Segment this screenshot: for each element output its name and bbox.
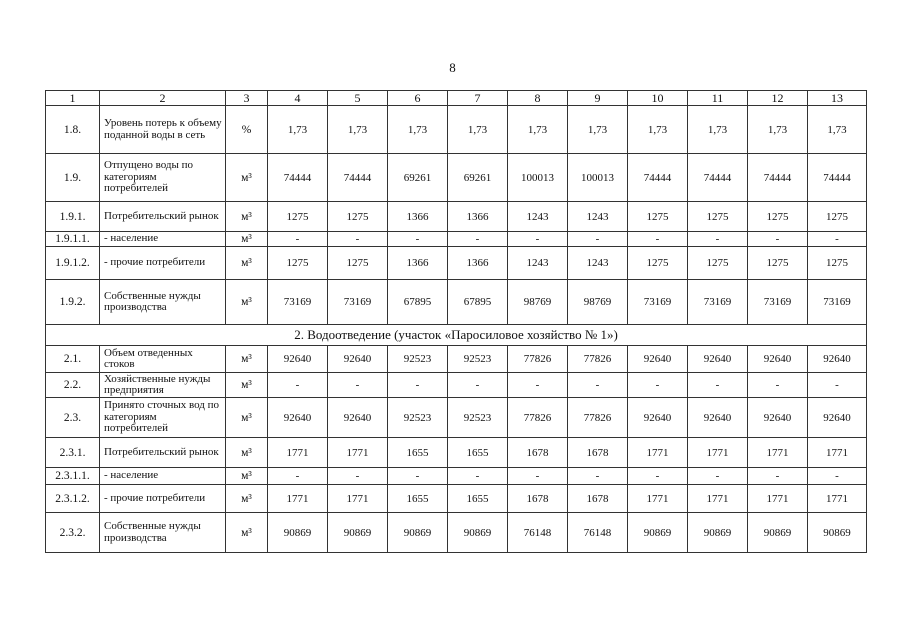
value-cell: 1678 — [508, 438, 568, 468]
value-cell: - — [448, 373, 508, 398]
value-cell: 92640 — [748, 398, 808, 438]
row-number: 2.1. — [46, 346, 100, 373]
value-cell: 92640 — [808, 346, 867, 373]
value-cell: 1655 — [448, 485, 508, 513]
value-cell: 92523 — [448, 346, 508, 373]
value-cell: 1243 — [568, 202, 628, 232]
value-cell: - — [568, 232, 628, 247]
row-number: 2.3.1.1. — [46, 468, 100, 485]
value-cell: 1771 — [628, 485, 688, 513]
row-number: 1.8. — [46, 106, 100, 154]
row-number: 1.9.1. — [46, 202, 100, 232]
value-cell: 1366 — [388, 202, 448, 232]
value-cell: 1678 — [508, 485, 568, 513]
value-cell: 90869 — [268, 513, 328, 553]
value-cell: - — [748, 232, 808, 247]
value-cell: 92640 — [748, 346, 808, 373]
value-cell: 92640 — [268, 398, 328, 438]
row-number: 1.9. — [46, 154, 100, 202]
value-cell: 1275 — [688, 247, 748, 280]
header-cell: 1 — [46, 91, 100, 106]
value-cell: 1771 — [808, 438, 867, 468]
value-cell: - — [328, 468, 388, 485]
value-cell: - — [568, 373, 628, 398]
value-cell: 67895 — [448, 280, 508, 325]
value-cell: 1,73 — [448, 106, 508, 154]
value-cell: 1,73 — [748, 106, 808, 154]
value-cell: - — [508, 232, 568, 247]
value-cell: 92523 — [388, 346, 448, 373]
row-unit: м³ — [226, 468, 268, 485]
header-cell: 6 — [388, 91, 448, 106]
value-cell: 76148 — [568, 513, 628, 553]
row-description: Потребительский рынок — [100, 438, 226, 468]
value-cell: 1,73 — [808, 106, 867, 154]
value-cell: 1771 — [688, 485, 748, 513]
section-title: 2. Водоотведение (участок «Паросиловое хозяйство № 1») — [46, 325, 867, 346]
value-cell: 1,73 — [388, 106, 448, 154]
header-cell: 9 — [568, 91, 628, 106]
value-cell: 100013 — [508, 154, 568, 202]
table-row — [46, 513, 867, 553]
value-cell: - — [748, 468, 808, 485]
value-cell: 73169 — [628, 280, 688, 325]
header-cell: 7 — [448, 91, 508, 106]
value-cell: 1243 — [568, 247, 628, 280]
value-cell: 1,73 — [688, 106, 748, 154]
value-cell: 90869 — [628, 513, 688, 553]
value-cell: 90869 — [748, 513, 808, 553]
header-cell: 2 — [100, 91, 226, 106]
value-cell: - — [688, 468, 748, 485]
value-cell: 1771 — [328, 485, 388, 513]
value-cell: 92640 — [268, 346, 328, 373]
value-cell: 90869 — [688, 513, 748, 553]
value-cell: - — [688, 232, 748, 247]
value-cell: 92640 — [328, 346, 388, 373]
row-unit: % — [226, 106, 268, 154]
value-cell: 1275 — [328, 247, 388, 280]
value-cell: 1275 — [628, 202, 688, 232]
value-cell: - — [328, 373, 388, 398]
row-description: Объем отведенных стоков — [100, 346, 226, 373]
value-cell: 98769 — [508, 280, 568, 325]
row-unit: м³ — [226, 154, 268, 202]
value-cell: 1,73 — [628, 106, 688, 154]
value-cell: - — [628, 373, 688, 398]
row-description: Принято сточных вод по категориям потребителей — [100, 398, 226, 438]
row-number: 2.3.1. — [46, 438, 100, 468]
value-cell: 1275 — [268, 247, 328, 280]
value-cell: 90869 — [388, 513, 448, 553]
table-row — [46, 154, 867, 202]
row-description: Хозяйственные нужды предприятия — [100, 373, 226, 398]
value-cell: - — [808, 373, 867, 398]
table-row — [46, 373, 867, 398]
value-cell: - — [448, 468, 508, 485]
header-cell: 12 — [748, 91, 808, 106]
value-cell: 1771 — [688, 438, 748, 468]
value-cell: 74444 — [628, 154, 688, 202]
value-cell: 74444 — [328, 154, 388, 202]
header-cell: 4 — [268, 91, 328, 106]
row-description: Собственные нужды производства — [100, 280, 226, 325]
value-cell: 90869 — [328, 513, 388, 553]
row-description: - прочие потребители — [100, 247, 226, 280]
value-cell: 73169 — [328, 280, 388, 325]
value-cell: 1655 — [388, 438, 448, 468]
value-cell: 1366 — [448, 202, 508, 232]
row-unit: м³ — [226, 513, 268, 553]
value-cell: - — [388, 232, 448, 247]
value-cell: 98769 — [568, 280, 628, 325]
value-cell: 1275 — [808, 247, 867, 280]
table-row — [46, 485, 867, 513]
value-cell: - — [808, 468, 867, 485]
row-number: 2.3.1.2. — [46, 485, 100, 513]
table-row — [46, 247, 867, 280]
row-description: Потребительский рынок — [100, 202, 226, 232]
row-description: - прочие потребители — [100, 485, 226, 513]
value-cell: 1771 — [808, 485, 867, 513]
value-cell: 1,73 — [508, 106, 568, 154]
value-cell: 92640 — [628, 346, 688, 373]
header-cell: 10 — [628, 91, 688, 106]
row-number: 2.3.2. — [46, 513, 100, 553]
value-cell: 69261 — [448, 154, 508, 202]
value-cell: 1,73 — [328, 106, 388, 154]
value-cell: 1,73 — [268, 106, 328, 154]
row-unit: м³ — [226, 232, 268, 247]
value-cell: 92640 — [688, 346, 748, 373]
value-cell: 1243 — [508, 247, 568, 280]
value-cell: - — [448, 232, 508, 247]
header-row — [46, 91, 867, 106]
value-cell: 76148 — [508, 513, 568, 553]
value-cell: 74444 — [268, 154, 328, 202]
value-cell: 1275 — [748, 202, 808, 232]
row-description: - население — [100, 232, 226, 247]
value-cell: 100013 — [568, 154, 628, 202]
row-unit: м³ — [226, 373, 268, 398]
value-cell: 90869 — [448, 513, 508, 553]
table-row — [46, 232, 867, 247]
row-number: 1.9.1.2. — [46, 247, 100, 280]
table-row — [46, 398, 867, 438]
header-cell: 3 — [226, 91, 268, 106]
value-cell: 1275 — [748, 247, 808, 280]
value-cell: 1,73 — [568, 106, 628, 154]
value-cell: 92523 — [388, 398, 448, 438]
value-cell: 1655 — [448, 438, 508, 468]
value-cell: - — [628, 232, 688, 247]
table-row — [46, 202, 867, 232]
value-cell: - — [628, 468, 688, 485]
table-row — [46, 106, 867, 154]
value-cell: - — [508, 373, 568, 398]
header-cell: 13 — [808, 91, 867, 106]
value-cell: 1275 — [688, 202, 748, 232]
value-cell: - — [688, 373, 748, 398]
value-cell: 92640 — [808, 398, 867, 438]
value-cell: - — [268, 373, 328, 398]
row-number: 1.9.2. — [46, 280, 100, 325]
row-unit: м³ — [226, 438, 268, 468]
section-row — [46, 325, 867, 346]
row-unit: м³ — [226, 398, 268, 438]
value-cell: 67895 — [388, 280, 448, 325]
value-cell: 73169 — [688, 280, 748, 325]
value-cell: 1771 — [628, 438, 688, 468]
value-cell: 92640 — [328, 398, 388, 438]
page-number: 8 — [449, 60, 456, 75]
value-cell: - — [268, 468, 328, 485]
value-cell: - — [748, 373, 808, 398]
value-cell: 92640 — [688, 398, 748, 438]
value-cell: - — [388, 373, 448, 398]
value-cell: 1275 — [808, 202, 867, 232]
row-number: 2.2. — [46, 373, 100, 398]
value-cell: 73169 — [268, 280, 328, 325]
value-cell: 73169 — [808, 280, 867, 325]
value-cell: 92523 — [448, 398, 508, 438]
table-row — [46, 280, 867, 325]
value-cell: 1366 — [448, 247, 508, 280]
value-cell: 1366 — [388, 247, 448, 280]
row-unit: м³ — [226, 247, 268, 280]
value-cell: 1275 — [628, 247, 688, 280]
row-unit: м³ — [226, 202, 268, 232]
value-cell: 74444 — [748, 154, 808, 202]
value-cell: 77826 — [508, 346, 568, 373]
value-cell: 90869 — [808, 513, 867, 553]
row-description: Уровень потерь к объему поданной воды в сеть — [100, 106, 226, 154]
table-row — [46, 438, 867, 468]
row-unit: м³ — [226, 346, 268, 373]
header-cell: 11 — [688, 91, 748, 106]
table-row — [46, 468, 867, 485]
row-number: 1.9.1.1. — [46, 232, 100, 247]
row-description: Собственные нужды производства — [100, 513, 226, 553]
value-cell: 77826 — [568, 398, 628, 438]
value-cell: - — [568, 468, 628, 485]
row-unit: м³ — [226, 485, 268, 513]
header-cell: 5 — [328, 91, 388, 106]
value-cell: - — [328, 232, 388, 247]
value-cell: - — [808, 232, 867, 247]
value-cell: 74444 — [688, 154, 748, 202]
value-cell: 1771 — [748, 485, 808, 513]
value-cell: 73169 — [748, 280, 808, 325]
value-cell: 77826 — [568, 346, 628, 373]
value-cell: 69261 — [388, 154, 448, 202]
table-row — [46, 346, 867, 373]
value-cell: 92640 — [628, 398, 688, 438]
value-cell: 1678 — [568, 485, 628, 513]
value-cell: - — [388, 468, 448, 485]
header-cell: 8 — [508, 91, 568, 106]
value-cell: 1655 — [388, 485, 448, 513]
row-unit: м³ — [226, 280, 268, 325]
value-cell: 1771 — [268, 485, 328, 513]
value-cell: 1771 — [268, 438, 328, 468]
value-cell: 1275 — [268, 202, 328, 232]
row-description: Отпущено воды по категориям потребителей — [100, 154, 226, 202]
data-table — [45, 90, 867, 553]
row-description: - население — [100, 468, 226, 485]
value-cell: - — [268, 232, 328, 247]
value-cell: 74444 — [808, 154, 867, 202]
value-cell: 1678 — [568, 438, 628, 468]
value-cell: 1275 — [328, 202, 388, 232]
row-number: 2.3. — [46, 398, 100, 438]
value-cell: 1243 — [508, 202, 568, 232]
value-cell: 1771 — [328, 438, 388, 468]
value-cell: 77826 — [508, 398, 568, 438]
value-cell: 1771 — [748, 438, 808, 468]
value-cell: - — [508, 468, 568, 485]
